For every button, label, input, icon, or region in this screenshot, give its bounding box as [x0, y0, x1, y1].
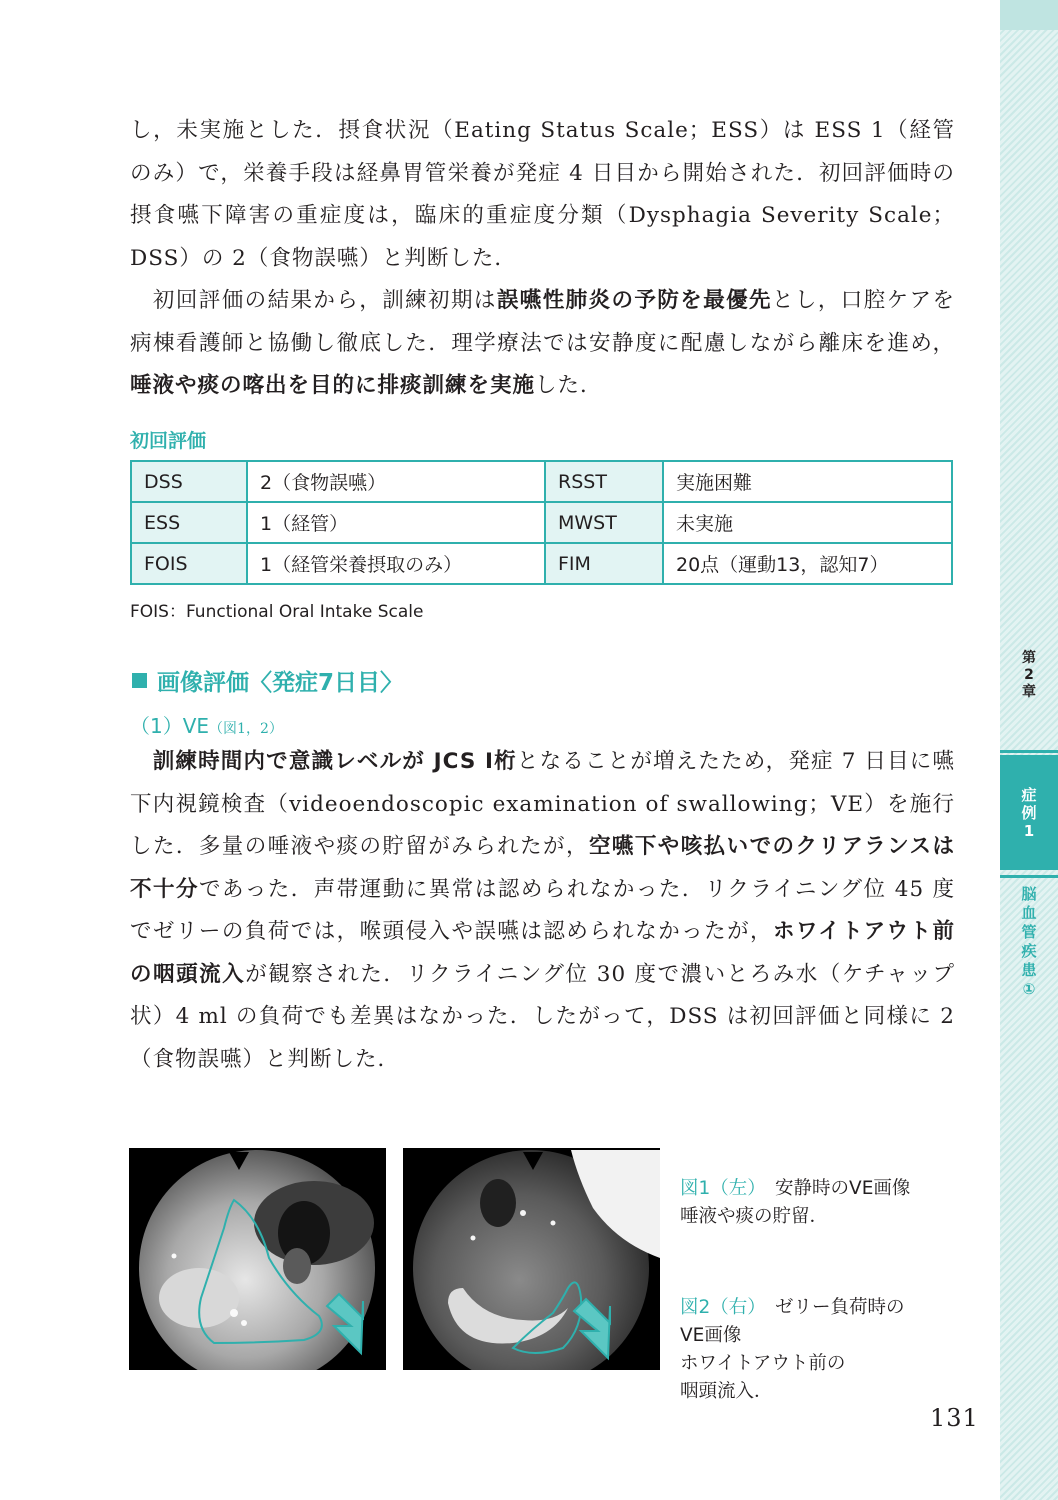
- side-index-band: [1000, 0, 1058, 1500]
- figure-2-caption: [680, 1294, 970, 1406]
- table-row: [131, 502, 952, 543]
- table-footnote: FOIS：Functional Oral Intake Scale: [130, 602, 424, 622]
- side-top-block: [1000, 0, 1058, 30]
- text-run: であった．声帯運動に異常は認められなかった．リクライニング位 45 度でゼリーの負荷では，喉頭侵入や誤嚥は認められなかったが，: [130, 876, 955, 944]
- section-heading-text: 画像評価〈発症7日目〉: [157, 670, 404, 696]
- chapter-char: 2: [1024, 667, 1034, 683]
- endoscope-image-rest: [129, 1148, 386, 1370]
- caption-title: ゼリー負荷時の: [775, 1297, 905, 1318]
- case-char: 症: [1021, 785, 1037, 804]
- evaluation-table: [130, 460, 953, 585]
- case-char: 1: [1023, 821, 1035, 840]
- case-char: 例: [1021, 803, 1037, 822]
- caption-title-cont: VE画像: [680, 1325, 742, 1346]
- caption-line: [680, 1175, 970, 1203]
- caption-line: [680, 1294, 970, 1322]
- table-cell: DSS: [131, 461, 247, 502]
- figure-reference: （図1，2）: [209, 721, 283, 737]
- disease-char: ①: [1022, 980, 1036, 998]
- subsection-heading-text: （1）VE: [130, 714, 210, 738]
- caption-title: 安静時のVE画像: [775, 1178, 911, 1199]
- caption-desc: 咽頭流入．: [680, 1381, 773, 1402]
- section-heading: [132, 664, 403, 697]
- text-run: となることが増えたため，発症 7 日目に嚥下内視鏡検査（videoendoscopic examination of swallowing；VE）を施行した．多量の唾液や痰の貯留がみられたが，: [130, 749, 955, 859]
- caption-desc: ホワイトアウト前の: [680, 1353, 846, 1374]
- text-run: が観察された．リクライニング位 30 度で濃いとろみ水（ケチャップ状）4 ml の負荷でも差異はなかった．したがって，DSS は初回評価と同様に 2（食物誤嚥）と判断した．: [130, 961, 955, 1072]
- table-cell: ESS: [131, 502, 247, 543]
- disease-tab: [1000, 885, 1058, 1025]
- disease-char: 管: [1021, 923, 1037, 941]
- figure-2-ve-image: [403, 1148, 660, 1370]
- emphasis-text: 誤嚥性肺炎の予防を最優先: [496, 288, 772, 313]
- paragraph-initial-training: [130, 280, 955, 408]
- chapter-char: 章: [1022, 684, 1036, 700]
- evaluation-title: 初回評価: [130, 430, 207, 452]
- disease-char: 疾: [1021, 942, 1037, 960]
- figure-label: 図1（左）: [680, 1178, 757, 1199]
- table-row: [131, 543, 952, 584]
- table-cell: 未実施: [663, 502, 952, 543]
- figure-1-ve-image: [129, 1148, 386, 1370]
- emphasis-text: ホワイトアウト前の咽頭流入: [130, 919, 955, 987]
- figure-label: 図2（右）: [680, 1297, 757, 1318]
- table-cell: MWST: [545, 502, 663, 543]
- caption-desc: 唾液や痰の貯留．: [680, 1206, 829, 1227]
- table-cell: 20点（運動13，認知7）: [663, 543, 952, 584]
- text-run: 初回評価の結果から，訓練初期は: [130, 288, 497, 313]
- square-bullet-icon: [132, 673, 147, 688]
- emphasis-text: 空嚥下や咳払いでのクリアランスは不十分: [130, 834, 955, 902]
- side-divider: [1000, 750, 1058, 753]
- side-divider: [1000, 875, 1058, 878]
- disease-char: 脳: [1021, 885, 1037, 903]
- table-cell: 2（食物誤嚥）: [247, 461, 545, 502]
- table-cell: FOIS: [131, 543, 247, 584]
- table-row: [131, 461, 952, 502]
- table-cell: RSST: [545, 461, 663, 502]
- endoscope-image-jelly: [403, 1148, 660, 1370]
- disease-char: 血: [1021, 904, 1037, 922]
- figure-1-caption: [680, 1175, 970, 1231]
- case-tab: [1000, 755, 1058, 870]
- table-cell: 1（経管）: [247, 502, 545, 543]
- text-run: した．: [535, 373, 603, 398]
- chapter-tab: [1000, 650, 1058, 750]
- disease-char: 患: [1021, 961, 1037, 979]
- emphasis-text: 唾液や痰の喀出を目的に排痰訓練を実施: [130, 373, 536, 398]
- paragraph-ess-dss: し，未実施とした．摂食状況（Eating Status Scale；ESS）は ESS 1（経管のみ）で，栄養手段は経鼻胃管栄養が発症 4 日目から開始された．初回評価時の摂食嚥下障害の重症度は，臨床的重症度分類（Dysphagia Severity Scale；DSS）の 2（食物誤嚥）と判断した．: [130, 118, 955, 271]
- paragraph-ve-findings: [130, 741, 955, 1081]
- page-number: 131: [930, 1404, 979, 1432]
- table-cell: 実施困難: [663, 461, 952, 502]
- emphasis-text: 訓練時間内で意識レベルが JCS Ⅰ桁: [152, 749, 517, 774]
- table-cell: FIM: [545, 543, 663, 584]
- table-cell: 1（経管栄養摂取のみ）: [247, 543, 545, 584]
- text-run: とし，口腔ケアを病棟看護師と協働し徹底した．理学療法では安静度に配慮しながら離床を進め，: [130, 288, 955, 356]
- subsection-heading: [130, 710, 283, 739]
- chapter-char: 第: [1022, 650, 1036, 666]
